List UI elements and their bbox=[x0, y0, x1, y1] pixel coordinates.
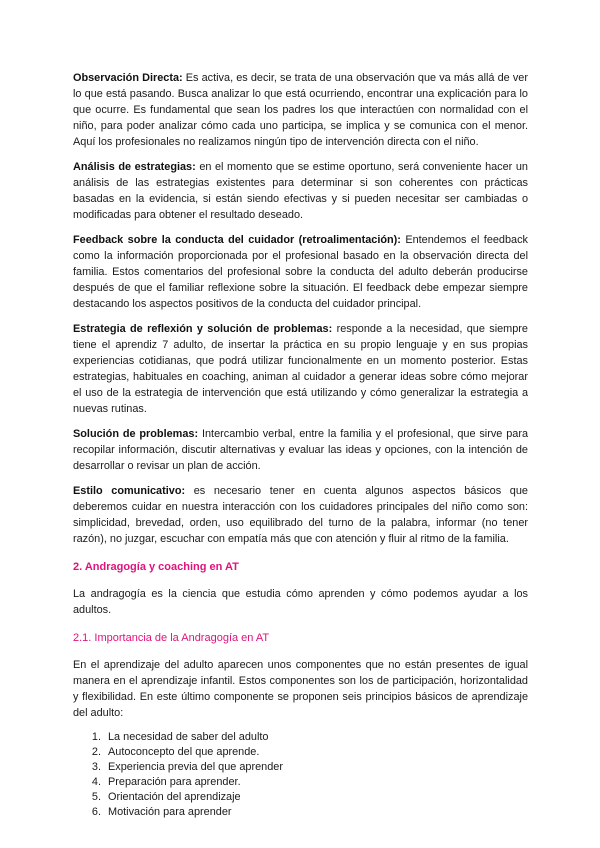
list-item-label: Orientación del aprendizaje bbox=[108, 791, 241, 803]
list-item-label: Preparación para aprender. bbox=[108, 776, 241, 788]
list-item-number: 1. bbox=[91, 731, 101, 743]
term-analisis-estrategias: Análisis de estrategias: bbox=[73, 161, 196, 173]
paragraph-estilo-comunicativo bbox=[73, 483, 528, 547]
list-item bbox=[73, 775, 528, 790]
subsection-text: En el aprendizaje del adulto aparecen unos componentes que no están presentes de igual manera en el aprendizaje infantil. Estos componentes son los de participación, horizontalidad y flexibilidad. En este último componente se proponen seis principios básicos de aprendizaje del adulto: bbox=[73, 659, 528, 719]
text-feedback: Entendemos el feedback como la información proporcionada por el profesional basado en la observación directa del familia. Estos comentarios del profesional sobre la conducta del adulto deberán producirse después de que el familiar reflexione sobre la situación. El feedback debe empezar siempre destacando los aspectos positivos de la conducta del cuidador principal. bbox=[73, 234, 528, 310]
section-intro: La andragogía es la ciencia que estudia cómo aprenden y cómo podemos ayudar a los adultos. bbox=[73, 588, 528, 616]
subsection-heading: 2.1. Importancia de la Andragogía en AT bbox=[73, 632, 270, 644]
text-estrategia-reflexion: responde a la necesidad, que siempre tiene el aprendiz 7 adulto, de insertar la práctica en su propio lenguaje y en sus propias experiencias cotidianas, que podrá utilizar funcionalmente en un momento posterior. Estas estrategias, habituales en coaching, animan al cuidador a generar ideas sobre cómo mejorar el uso de la estrategia de intervención que está utilizando y cómo generalizar la estrategia a nuevas rutinas. bbox=[73, 323, 528, 415]
list-item-number: 4. bbox=[91, 776, 101, 788]
list-item-number: 3. bbox=[91, 761, 101, 773]
list-item bbox=[73, 745, 528, 760]
list-item-label: Experiencia previa del que aprender bbox=[108, 761, 283, 773]
list-item-number: 6. bbox=[91, 806, 101, 818]
list-item-label: La necesidad de saber del adulto bbox=[108, 731, 269, 743]
paragraph-analisis-estrategias bbox=[73, 159, 528, 223]
list-item bbox=[73, 805, 528, 820]
list-item bbox=[73, 760, 528, 775]
page-content bbox=[73, 70, 528, 820]
term-estrategia-reflexion: Estrategia de reflexión y solución de problemas: bbox=[73, 323, 333, 335]
term-estilo-comunicativo: Estilo comunicativo: bbox=[73, 485, 186, 497]
term-solucion-problemas: Solución de problemas: bbox=[73, 428, 199, 440]
paragraph-feedback bbox=[73, 232, 528, 312]
list-item bbox=[73, 790, 528, 805]
text-observacion-directa: Es activa, es decir, se trata de una observación que va más allá de ver lo que está pasando. Busca analizar lo que está ocurriendo, encontrar una explicación para lo que ocurre. Es fundamental que sean los padres los que interactúen con normalidad con el niño, para poder analizar cómo cada uno participa, se implica y se comunica con el menor. Aquí los profesionales no realizamos ningún tipo de intervención directa con el niño. bbox=[73, 72, 528, 148]
text-estilo-comunicativo: es necesario tener en cuenta algunos aspectos básicos que deberemos cuidar en nuestra interacción con los cuidadores principales del niño como son: simplicidad, brevedad, orden, uso equilibrado del turno de la palabra, informar (no tener razón), no juzgar, escuchar con empatía más que con atención y fluir al ritmo de la familia. bbox=[73, 485, 528, 545]
list-item-label: Autoconcepto del que aprende. bbox=[108, 746, 260, 758]
list-item-label: Motivación para aprender bbox=[108, 806, 232, 818]
principles-list bbox=[73, 730, 528, 820]
list-item-number: 2. bbox=[91, 746, 101, 758]
text-solucion-problemas: Intercambio verbal, entre la familia y el profesional, que sirve para recopilar información, discutir alternativas y evaluar las ideas y opciones, con la intención de desarrollar o revisar un plan de acción. bbox=[73, 428, 529, 472]
term-feedback: Feedback sobre la conducta del cuidador (retroalimentación): bbox=[73, 234, 401, 246]
list-item bbox=[73, 730, 528, 745]
term-observacion-directa: Observación Directa: bbox=[73, 72, 183, 84]
paragraph-observacion-directa bbox=[73, 70, 528, 150]
text-analisis-estrategias: en el momento que se estime oportuno, será conveniente hacer un análisis de las estrategias existentes para determinar si son coherentes con prácticas basadas en la evidencia, si están siendo efectivas y si pueden necesitar ser cambiadas o modificadas para obtener el resultado deseado. bbox=[73, 161, 528, 221]
paragraph-estrategia-reflexion bbox=[73, 321, 528, 417]
paragraph-solucion-problemas bbox=[73, 426, 528, 474]
list-item-number: 5. bbox=[91, 791, 101, 803]
section-heading: 2. Andragogía y coaching en AT bbox=[73, 561, 239, 573]
